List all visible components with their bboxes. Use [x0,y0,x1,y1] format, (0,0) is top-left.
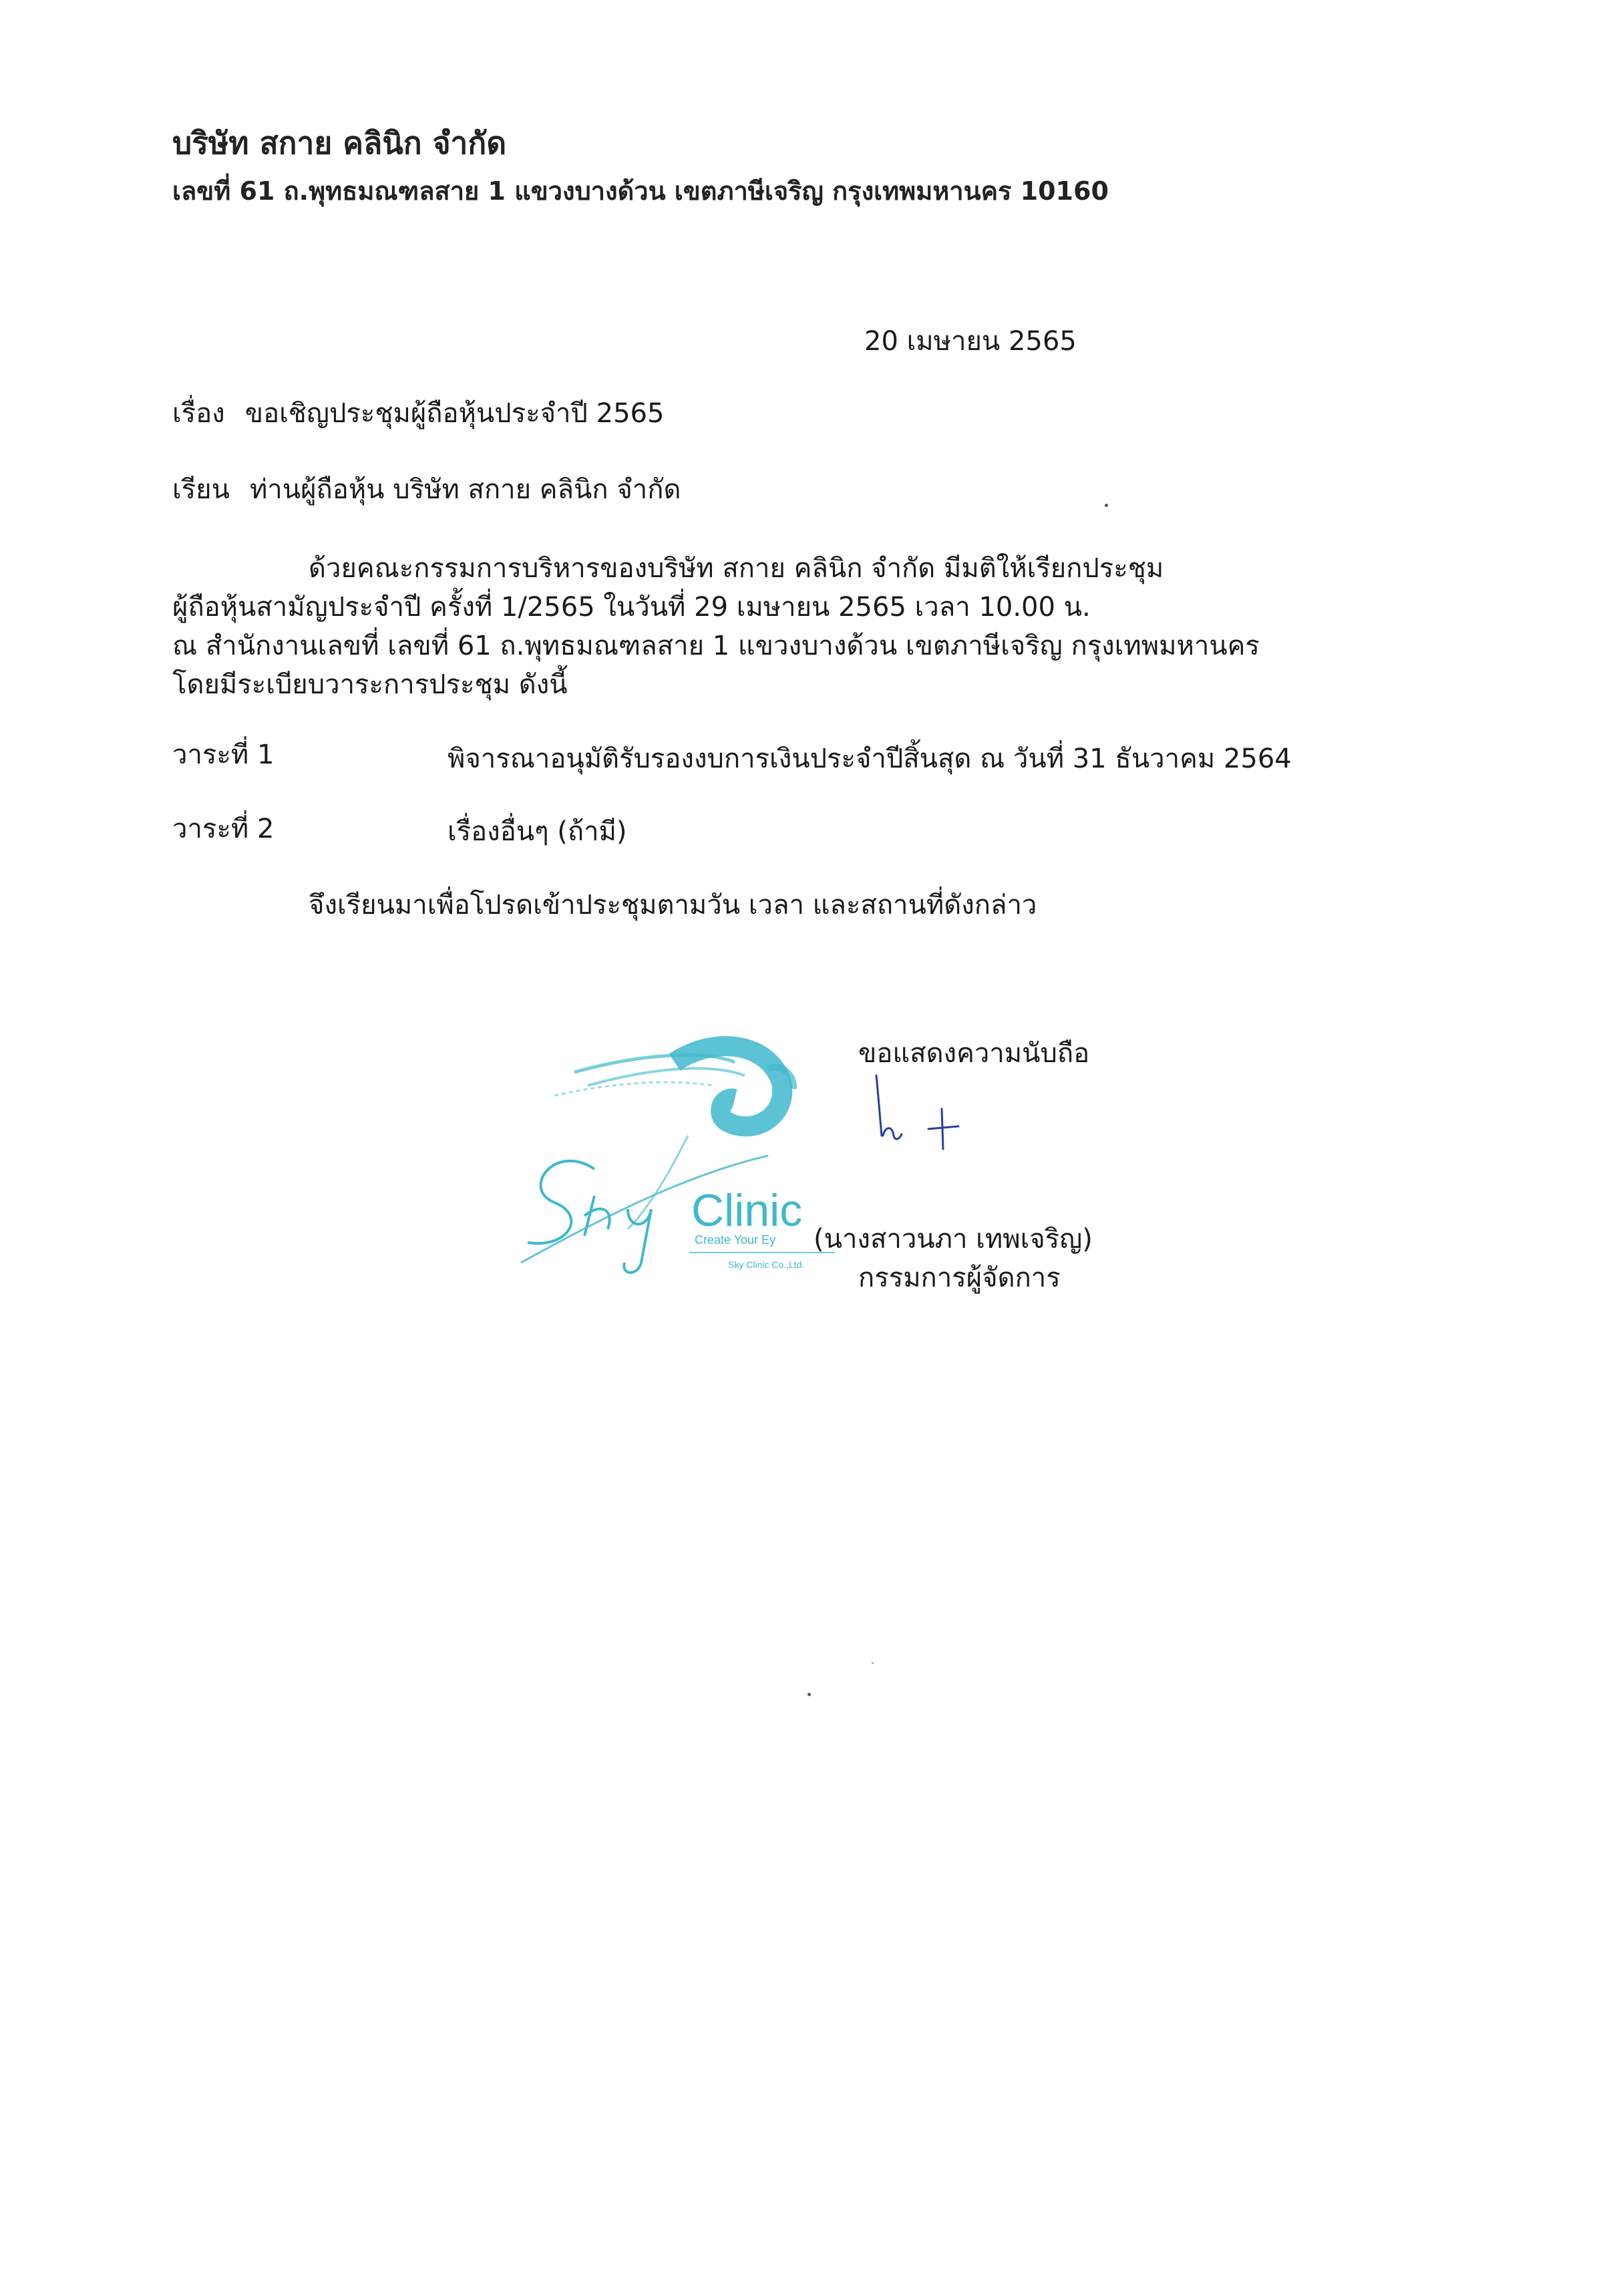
handwritten-signature [868,1062,989,1162]
company-name: บริษัท สกาย คลินิก จำกัด [172,125,507,161]
agenda-item-text: เรื่องอื่นๆ (ถ้ามี) [448,816,627,847]
body-line: ด้วยคณะกรรมการบริหารของบริษัท สกาย คลินิก จำกัด มีมติให้เรียกประชุม [309,553,1164,584]
regards-text: ขอแสดงความนับถือ [858,1038,1090,1069]
company-address: เลขที่ 61 ถ.พุทธมณฑลสาย 1 แขวงบางด้วน เขตภาษีเจริญ กรุงเทพมหานคร 10160 [172,176,1109,206]
stamp-brand-word: Clinic [691,1185,803,1236]
recipient-text: ท่านผู้ถือหุ้น บริษัท สกาย คลินิก จำกัด [249,474,681,505]
stamp-company: Sky Clinic Co.,Ltd. [728,1259,805,1270]
company-stamp-logo [514,1022,862,1289]
recipient-label: เรียน [172,474,230,505]
stamp-tagline: Create Your Ey [695,1233,776,1247]
signer-title: กรรมการผู้จัดการ [858,1263,1061,1293]
subject-row [172,391,664,434]
letter-date: 20 เมษายน 2565 [864,326,1077,357]
recipient-row [172,468,681,510]
closing-line: จึงเรียนมาเพื่อโปรดเข้าประชุมตามวัน เวลา และสถานที่ดังกล่าว [309,890,1037,921]
signer-name: (นางสาวนภา เทพเจริญ) [814,1224,1093,1255]
body-line: ณ สำนักงานเลขที่ เลขที่ 61 ถ.พุทธมณฑลสาย 1 แขวงบางด้วน เขตภาษีเจริญ กรุงเทพมหานคร [172,631,1260,661]
subject-label: เรื่อง [172,398,225,429]
subject-text: ขอเชิญประชุมผู้ถือหุ้นประจำปี 2565 [244,398,665,429]
agenda-item-text: พิจารณาอนุมัติรับรองงบการเงินประจำปีสิ้นสุด ณ วันที่ 31 ธันวาคม 2564 [448,744,1292,774]
scan-speck [1105,504,1108,507]
agenda-item-label: วาระที่ 2 [172,814,275,844]
agenda-item-label: วาระที่ 1 [172,740,275,770]
body-line: ผู้ถือหุ้นสามัญประจำปี ครั้งที่ 1/2565 ในวันที่ 29 เมษายน 2565 เวลา 10.00 น. [172,592,1091,623]
body-line: โดยมีระเบียบวาระการประชุม ดังนี้ [172,669,568,700]
scan-speck [808,1693,811,1696]
scan-speck [872,1662,874,1664]
